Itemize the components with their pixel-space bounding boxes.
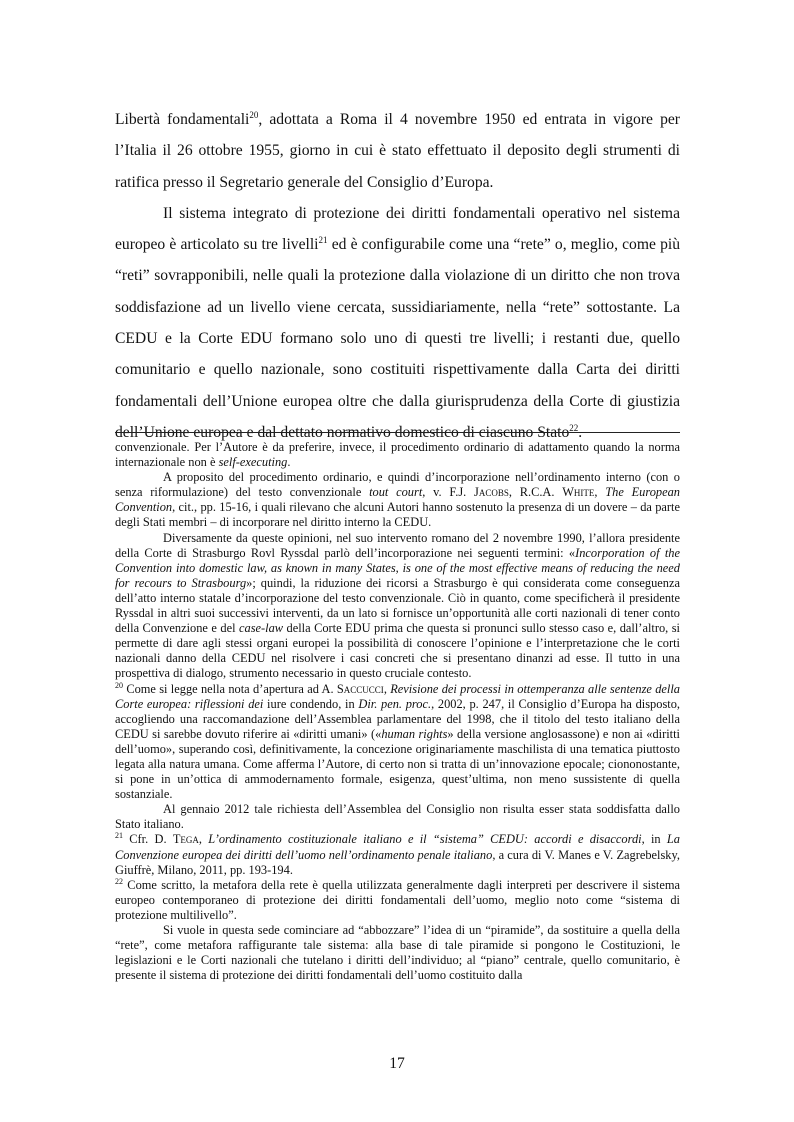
italic-term: human rights	[381, 726, 448, 741]
paragraph-1	[115, 104, 680, 198]
footnote-paragraph	[115, 802, 680, 832]
main-text	[115, 104, 680, 448]
text-span: A proposito del procedimento ordinario, e quindi d’incorporazione nell’ordinamento interno (con o senza riformulazione) del testo convenzionale	[115, 470, 680, 500]
footnote-paragraph	[115, 470, 680, 530]
text-span: Libertà fondamentali	[115, 111, 250, 128]
author-name: Jacobs	[474, 485, 509, 500]
text-span: » della versione anglosassone) e non ai «diritti dell’uomo», superando così, definitivamente, la concezione originariamente maschilista di una tematica piuttosto legata alla natura umana. Come afferma l’Autore, di certo non si tratta di un’innovazione epocale; ciononostante, si pone in un’ottica di ammodernamento formale, esigenza, quest’ultima, non meno sussistente di quella sostanziale.	[115, 726, 680, 802]
text-span: Diversamente da queste opinioni, nel suo intervento romano del 2 novembre 1990, l’allora presidente della Corte di Strasburgo Rovl Ryssdal parlò dell’incorporazione nei seguenti termini: «	[115, 530, 680, 560]
author-name: White	[562, 485, 595, 500]
italic-term: self-executing	[218, 455, 288, 470]
book-title: La Convenzione europea dei diritti dell’uomo nell’ordinamento penale italiano	[115, 832, 680, 862]
footnote-number: 21	[115, 831, 123, 841]
text-span: , R.C.A.	[508, 485, 563, 500]
text-span: , cit., pp. 15-16, i quali rilevano che alcuni Autori hanno sostenuto la presenza di un dovere – da parte degli Stati membri – di incorporare nel diritto interno la CEDU.	[115, 500, 680, 530]
text-span: iure condendo, in	[263, 696, 359, 711]
footnote-number: 22	[115, 876, 123, 886]
text-span: .	[578, 423, 583, 441]
article-title: L’ordinamento costituzionale italiano e il “sistema” CEDU: accordi e disaccordi	[208, 832, 642, 847]
footnote-separator	[115, 432, 680, 433]
text-span: , in	[641, 832, 667, 847]
text-span: , v. F.J.	[422, 485, 475, 500]
text-span: Cfr. D.	[123, 832, 173, 847]
text-span: .	[287, 455, 291, 470]
text-span: Come scritto, la metafora della rete è quella utilizzata generalmente dagli interpreti per descrivere il sistema europeo contemporaneo di protezione dei diritti fondamentali dell’uomo, meglio noto come “sistema di protezione multilivello”.	[115, 877, 680, 922]
text-span: convenzionale. Per l’Autore è da preferire, invece, il procedimento ordinario di adattamento quando la norma internazionale non è	[115, 440, 680, 470]
footnote-number: 20	[115, 680, 123, 690]
text-span: Come si legge nella nota d’apertura ad A.	[123, 681, 337, 696]
text-span: , 2002, p. 247, il Consiglio d’Europa ha disposto, accogliendo una raccomandazione dell’Assemblea parlamentare del 1998, che il titolo del testo italiano della CEDU si sarebbe dovuto riferire ai «diritti umani» («	[115, 696, 681, 741]
text-span: , a cura di V. Manes e V. Zagrebelsky, Giuffrè, Milano, 2011, pp. 193-194.	[115, 847, 680, 877]
author-name: Saccucci	[336, 681, 384, 696]
italic-term: case-law	[239, 621, 284, 636]
book-title: The European Convention	[115, 485, 680, 515]
footnote-20	[115, 682, 680, 803]
footnote-paragraph	[115, 531, 680, 682]
footnote-continuation	[115, 440, 680, 470]
footnote-22	[115, 878, 680, 923]
text-span: ,	[198, 832, 209, 847]
footnote-ref-21[interactable]: 21	[318, 235, 328, 245]
text-span: ed è configurabile come una “rete” o, meglio, come più “reti” sovrapponibili, nelle quali la protezione dalla violazione di un diritto che non trova soddisfazione ad un livello viene cercata, sussidiariamente, nella “rete” sottostante. La CEDU e la Corte EDU formano solo uno di questi tre livelli; i restanti due, quello comunitario e quello nazionale, sono costituiti rispettivamente dalla Carta dei diritti fondamentali dell’Unione europea oltre che dalla giurisprudenza della Corte di giustizia dell’Unione europea e dal dettato normativo domestico di ciascuno Stato	[115, 236, 680, 441]
text-span: Al gennaio 2012 tale richiesta dell’Assemblea del Consiglio non risulta esser stata soddisfatta dallo Stato italiano.	[115, 802, 680, 832]
page-number: 17	[389, 1055, 405, 1072]
footnote-ref-20[interactable]: 20	[249, 109, 259, 120]
text-span: della Corte EDU prima che questa si pronunci sullo stesso caso e, dall’altro, si permette di dare agli stessi organi europei la possibilità di conoscere l’opinione e l’interpretazione che le corti nazionali danno della CEDU nel risolvere i casi concreti che si presentano dinanzi ad esse. Il tutto in una prospettiva di dialogo, strumento necessario in questo cruciale contesto.	[115, 621, 680, 681]
journal-title: Dir. pen. proc.	[358, 696, 432, 711]
article-title: Revisione dei processi in ottemperanza alle sentenze della Corte europea: riflessioni dei	[115, 681, 680, 711]
text-span: ,	[594, 485, 606, 500]
paragraph-2	[115, 198, 680, 448]
text-span: ,	[383, 681, 391, 696]
footnote-ref-22[interactable]: 22	[569, 422, 579, 433]
italic-quote: Incorporation of the Convention into domestic law, as known in many States, is one of the most effective means of reducing the need for recours to Strasbourg	[115, 545, 680, 590]
text-span: , adottata a Roma il 4 novembre 1950 ed entrata in vigore per l’Italia il 26 ottobre 1955, giorno in cui è stato effettuato il deposito degli strumenti di ratifica presso il Segretario generale del Consiglio d’Europa.	[115, 111, 680, 191]
text-span: Si vuole in questa sede cominciare ad “abbozzare” l’idea di un “piramide”, da sostituire a quella della “rete”, come metafora raffigurante tale sistema: alla base di tale piramide si pongono le Costituzioni, le legislazioni e le Corti nazionali che tutelano i diritti dell’individuo; al “piano” centrale, quello comunitario, è presente il sistema di protezione dei diritti fondamentali dell’uomo costituito dalla	[115, 923, 680, 983]
footnotes	[115, 440, 680, 983]
footnote-21	[115, 832, 680, 877]
italic-term: tout court	[369, 485, 423, 500]
footnote-paragraph	[115, 923, 680, 983]
author-name: Tega	[172, 832, 199, 847]
text-span: »; quindi, la riduzione dei ricorsi a Strasburgo è qui considerata come conseguenza dell’atto interno statale d’incorporazione del testo convenzionale. Ciò in quanto, come specificherà il presidente Ryssdal in altri suoi successivi interventi, da un lato si fornisce un’opportunità alle corti nazionali di tener conto della Convenzione e del	[115, 575, 680, 636]
text-span: Il sistema integrato di protezione dei diritti fondamentali operativo nel sistema europeo è articolato su tre livelli	[115, 204, 680, 254]
